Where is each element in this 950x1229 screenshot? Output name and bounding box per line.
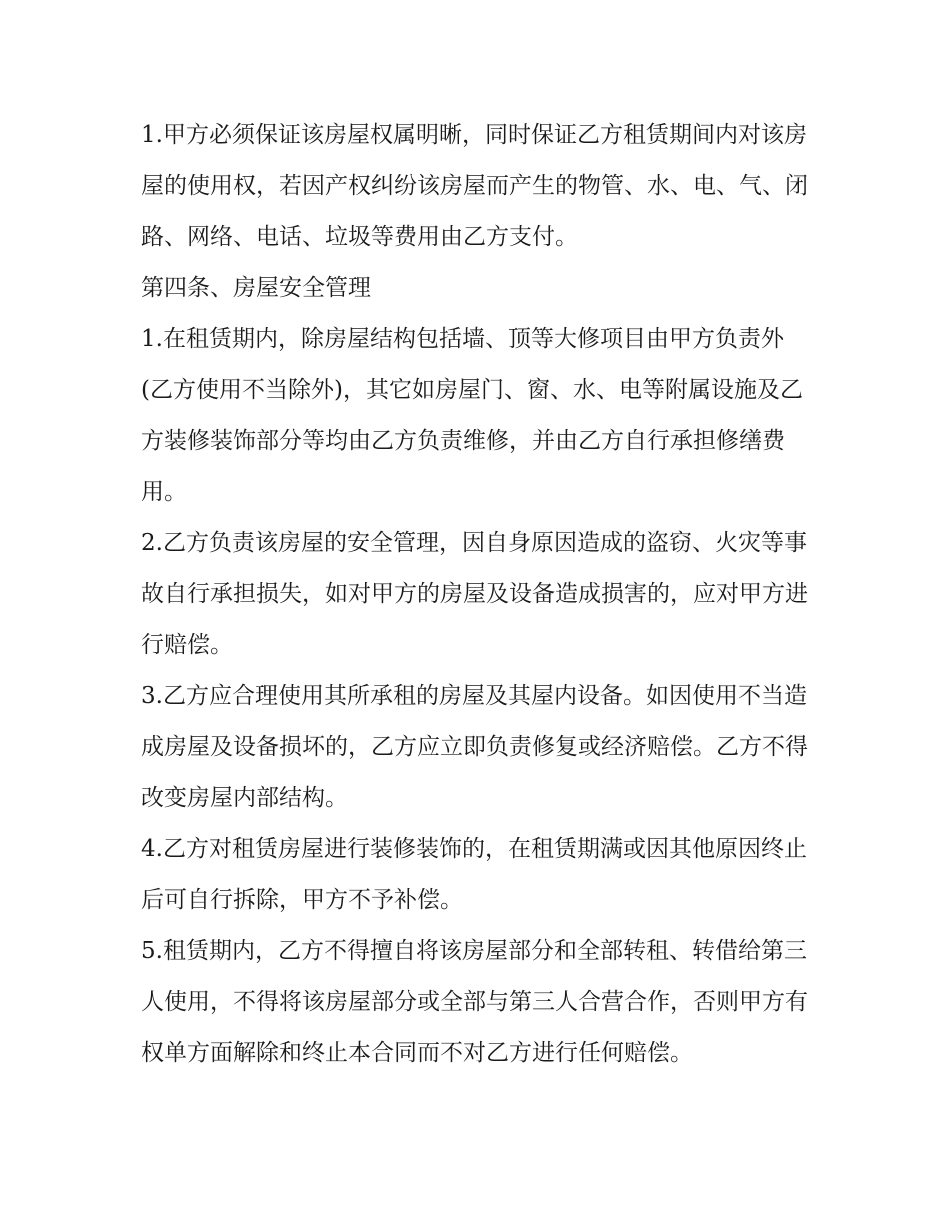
clause-paragraph: 2.乙方负责该房屋的安全管理，因自身原因造成的盗窃、火灾等事故自行承担损失，如对甲方的房屋及设备造成损害的，应对甲方进行赔偿。 <box>141 530 808 658</box>
clause-paragraph: 3.乙方应合理使用其所承租的房屋及其屋内设备。如因使用不当造成房屋及设备损坏的，乙方应立即负责修复或经济赔偿。乙方不得改变房屋内部结构。 <box>141 683 808 811</box>
section-heading: 第四条、房屋安全管理 <box>141 275 371 301</box>
clause-paragraph: 1.在租赁期内，除房屋结构包括墙、顶等大修项目由甲方负责外(乙方使用不当除外)，其它如房屋门、窗、水、电等附属设施及乙方装修装饰部分等均由乙方负责维修，并由乙方自行承担修缮费用。 <box>141 326 803 505</box>
document-body <box>141 110 813 1079</box>
clause-paragraph: 4.乙方对租赁房屋进行装修装饰的，在租赁期满或因其他原因终止后可自行拆除，甲方不予补偿。 <box>141 836 807 913</box>
clause-paragraph: 1.甲方必须保证该房屋权属明晰，同时保证乙方租赁期间内对该房屋的使用权，若因产权纠纷该房屋而产生的物管、水、电、气、闭路、网络、电话、垃圾等费用由乙方支付。 <box>141 122 808 250</box>
clause-paragraph: 5.租赁期内，乙方不得擅自将该房屋部分和全部转租、转借给第三人使用，不得将该房屋部分或全部与第三人合营合作，否则甲方有权单方面解除和终止本合同而不对乙方进行任何赔偿。 <box>141 938 808 1066</box>
